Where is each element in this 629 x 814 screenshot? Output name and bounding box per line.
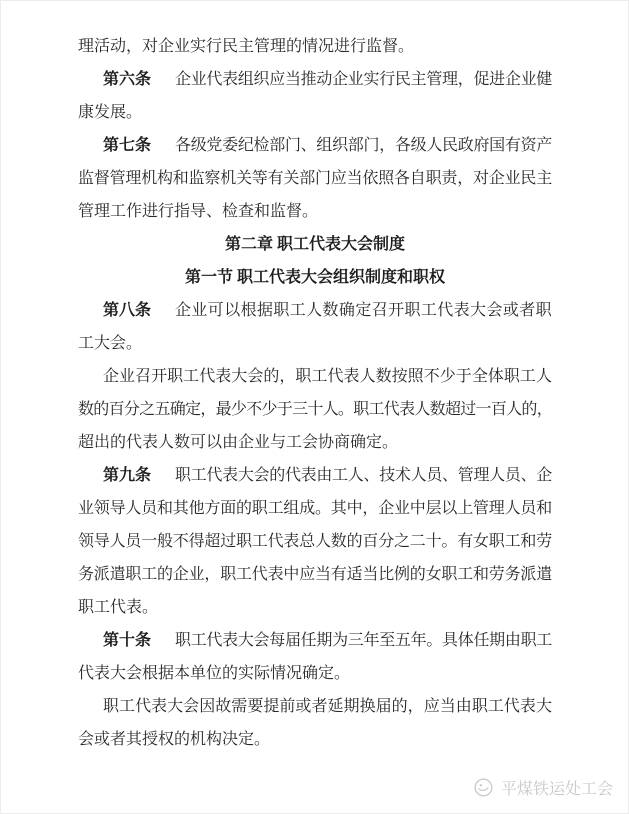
paragraph-line — [78, 162, 552, 195]
line-text: 各级党委纪检部门、组织部门，各级人民政府国有资产 — [175, 137, 553, 154]
paragraph-first-line — [78, 690, 552, 723]
line-text: 数的百分之五确定，最少不少于三十人。职工代表人数超过一百人的， — [78, 401, 553, 418]
line-text: 代表大会根据本单位的实际情况确定。 — [78, 665, 351, 682]
line-text: 务派遣职工的企业，职工代表中应当有适当比例的女职工和劳务派遣 — [78, 566, 553, 583]
article-paragraph-line — [78, 129, 552, 162]
line-text: 监督管理机构和监察机关等有关部门应当依照各自职责，对企业民主 — [78, 170, 553, 187]
watermark — [473, 776, 613, 799]
paragraph-line — [78, 327, 552, 360]
line-text: 会或者其授权的机构决定。 — [78, 731, 271, 748]
line-text: 康发展。 — [78, 104, 143, 121]
article-number: 第十条 — [103, 632, 152, 649]
article-number: 第八条 — [103, 302, 152, 319]
article-paragraph-line — [78, 459, 552, 492]
line-text: 职工代表。 — [78, 599, 159, 616]
paragraph-line — [78, 558, 552, 591]
paragraph-line — [78, 525, 552, 558]
line-text: 管理工作进行指导、检查和监督。 — [78, 203, 319, 220]
watermark-text: 平煤铁运处工会 — [500, 781, 613, 798]
paragraph-line — [78, 723, 552, 756]
line-text: 职工代表大会的代表由工人、技术人员、管理人员、企 — [175, 467, 553, 484]
article-paragraph-line — [78, 624, 552, 657]
line-text: 工大会。 — [78, 335, 143, 352]
paragraph-line — [78, 393, 552, 426]
paragraph-line — [78, 426, 552, 459]
line-text: 领导人员一般不得超过职工代表总人数的百分之二十。有女职工和劳 — [78, 533, 553, 550]
chapter-heading — [78, 228, 552, 261]
paragraph-line — [78, 492, 552, 525]
paragraph-line — [78, 195, 552, 228]
paragraph-first-line — [78, 360, 552, 393]
line-text: 企业代表组织应当推动企业实行民主管理，促进企业健 — [175, 71, 553, 88]
paragraph-line — [78, 657, 552, 690]
article-number: 第六条 — [103, 71, 152, 88]
line-text: 职工代表大会每届任期为三年至五年。具体任期由职工 — [175, 632, 553, 649]
article-number: 第九条 — [103, 467, 152, 484]
article-paragraph-line — [78, 294, 552, 327]
line-text: 超出的代表人数可以由企业与工会协商确定。 — [78, 434, 399, 451]
article-paragraph-line — [78, 63, 552, 96]
line-text: 企业召开职工代表大会的，职工代表人数按照不少于全体职工人 — [103, 368, 553, 385]
article-number: 第七条 — [103, 137, 152, 154]
line-text: 理活动，对企业实行民主管理的情况进行监督。 — [78, 38, 415, 55]
line-text: 职工代表大会因故需要提前或者延期换届的，应当由职工代表大 — [103, 698, 553, 715]
document-content — [78, 30, 552, 756]
paragraph-line — [78, 591, 552, 624]
line-text: 第一节 职工代表大会组织制度和职权 — [184, 269, 445, 286]
section-heading — [78, 261, 552, 294]
line-text: 业领导人员和其他方面的职工组成。其中，企业中层以上管理人员和 — [78, 500, 553, 517]
line-text: 企业可以根据职工人数确定召开职工代表大会或者职 — [175, 302, 553, 319]
line-text: 第二章 职工代表大会制度 — [224, 236, 405, 253]
paragraph-line — [78, 30, 552, 63]
paragraph-line — [78, 96, 552, 129]
official-account-logo-icon — [473, 777, 494, 798]
